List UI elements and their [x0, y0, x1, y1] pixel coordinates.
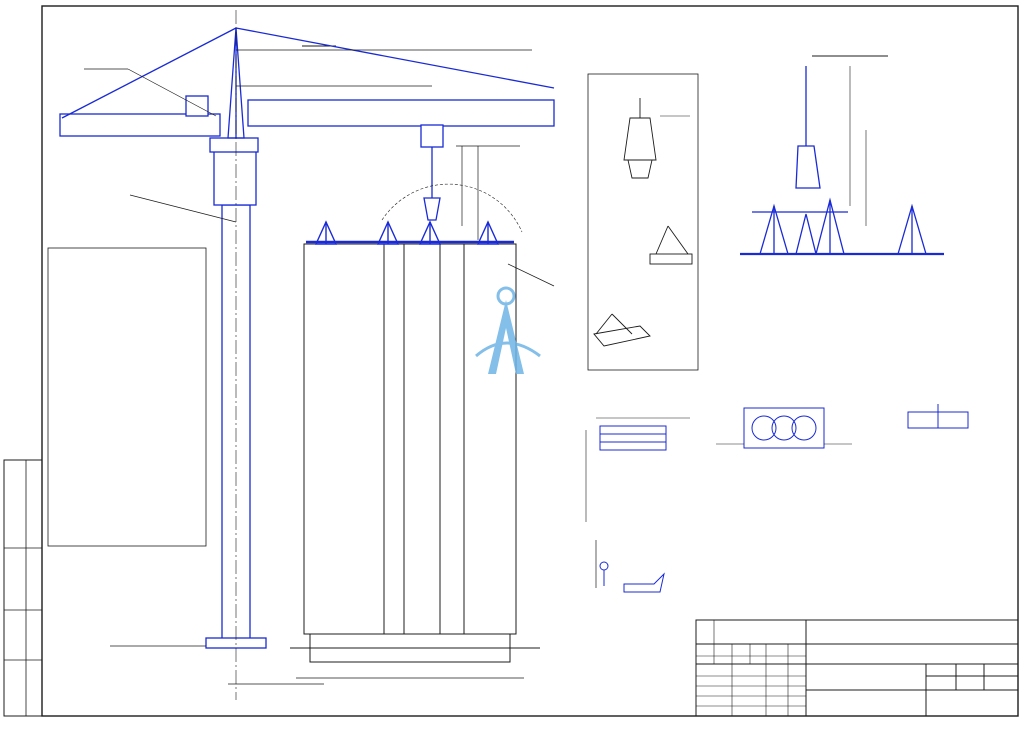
title-block — [696, 620, 1018, 716]
building-section — [290, 244, 540, 662]
formwork-stands — [306, 222, 514, 244]
rebar-sling-drawing — [594, 314, 650, 346]
left-stamp-strip — [4, 460, 42, 716]
section-2-drawing — [740, 66, 944, 254]
layered-drawing — [596, 418, 690, 450]
vibro-drawing — [716, 408, 852, 448]
bundle-sling-drawing — [650, 226, 692, 264]
watermark — [476, 288, 540, 374]
bunker-drawing — [596, 540, 664, 592]
chart-panel — [48, 248, 206, 546]
bunker-sling-drawing — [624, 98, 690, 178]
sec-2-2-drawing — [908, 404, 968, 428]
